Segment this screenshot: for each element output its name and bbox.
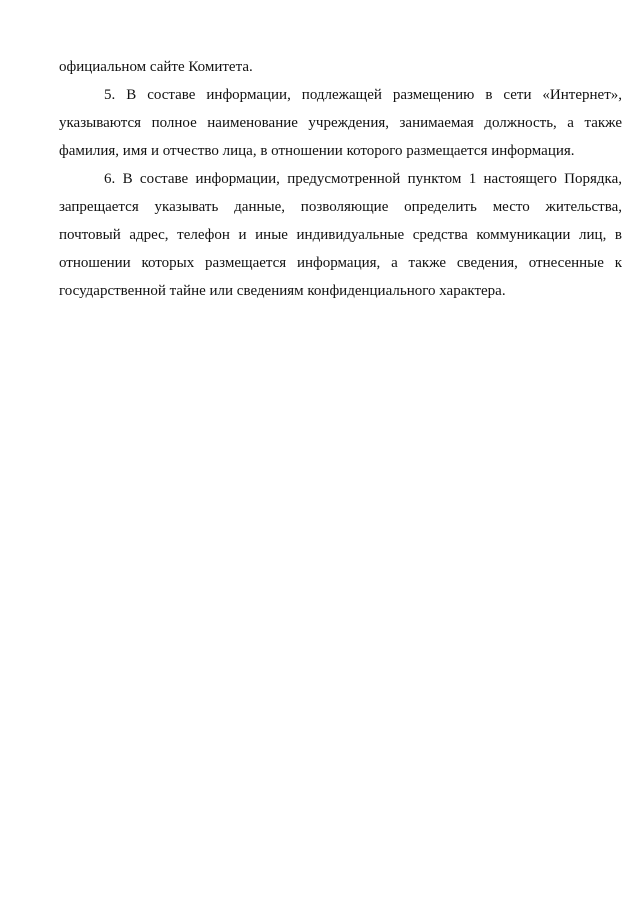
text-line: государственной тайне или сведениям конфиденциального характера. (59, 283, 506, 299)
document-body (59, 53, 622, 305)
text-line: почтовый адрес, телефон и иные индивидуальные средства коммуникации лиц, в (59, 227, 622, 243)
text-line: запрещается указывать данные, позволяющие определить место жительства, (59, 199, 622, 215)
text-line: фамилия, имя и отчество лица, в отношении которого размещается информация. (59, 143, 575, 159)
text-line: официальном сайте Комитета. (59, 59, 253, 75)
text-line: указываются полное наименование учреждения, занимаемая должность, а также (59, 115, 622, 131)
paragraph-6-first-line: 6. В составе информации, предусмотренной пунктом 1 настоящего Порядка, (104, 171, 622, 187)
text-line: отношении которых размещается информация, а также сведения, отнесенные к (59, 255, 622, 271)
paragraph-5-first-line: 5. В составе информации, подлежащей размещению в сети «Интернет», (104, 87, 622, 103)
